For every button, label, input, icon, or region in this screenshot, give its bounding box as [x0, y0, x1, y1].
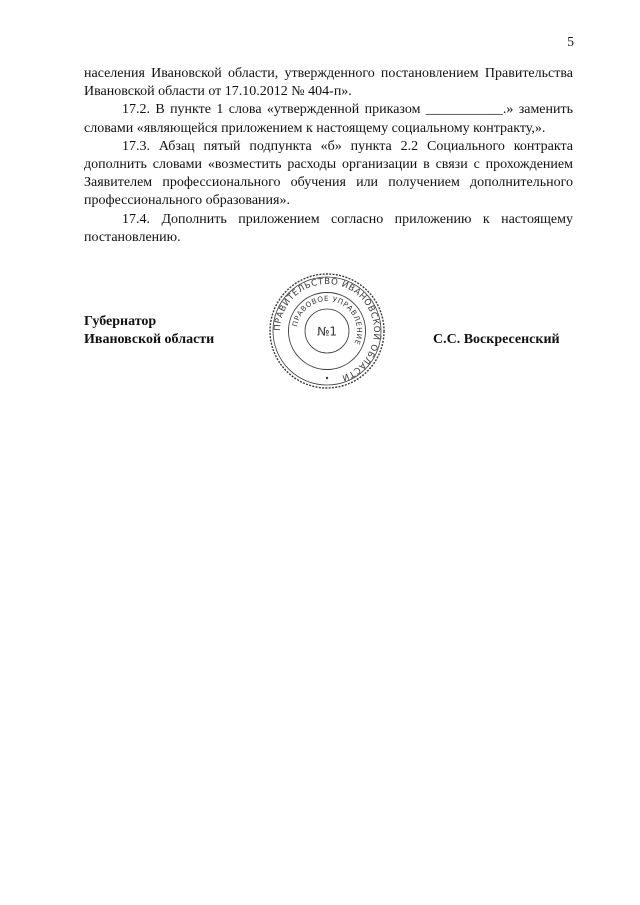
- seal-graphic: [268, 272, 386, 390]
- page-number: 5: [567, 34, 574, 49]
- signatory-name: С.С. Воскресенский: [433, 332, 560, 347]
- paragraph-item-17-2: 17.2. В пункте 1 слова «утвержденной приказом ___________.» заменить словами «являющейся приложением к настоящему социальному контракту,».: [84, 102, 573, 136]
- paragraph-item-17-4: 17.4. Дополнить приложением согласно приложению к настоящему постановлению.: [84, 211, 573, 245]
- seal-star-mark: [326, 377, 328, 379]
- paragraph-continuation: населения Ивановской области, утвержденного постановлением Правительства Ивановской области от 17.10.2012 № 404-п».: [84, 66, 573, 100]
- seal-center-number: №1: [316, 324, 338, 339]
- document-body: [84, 65, 573, 247]
- signature-title-line-1: Губернатор: [84, 314, 157, 329]
- official-seal: [268, 272, 386, 390]
- paragraph-item-17-3: 17.3. Абзац пятый подпункта «б» пункта 2.2 Социального контракта дополнить словами «возместить расходы организации в связи с прохождением Заявителем профессионального обучения или получением дополнительного профессионального образования».: [84, 138, 573, 209]
- signature-title: [84, 313, 214, 349]
- signature-title-line-2: Ивановской области: [84, 332, 215, 347]
- seal-inner-text: ПРАВОВОЕ УПРАВЛЕНИЕ: [290, 293, 365, 347]
- seal-outer-text: ПРАВИТЕЛЬСТВО ИВАНОВСКОЙ ОБЛАСТИ: [272, 276, 382, 383]
